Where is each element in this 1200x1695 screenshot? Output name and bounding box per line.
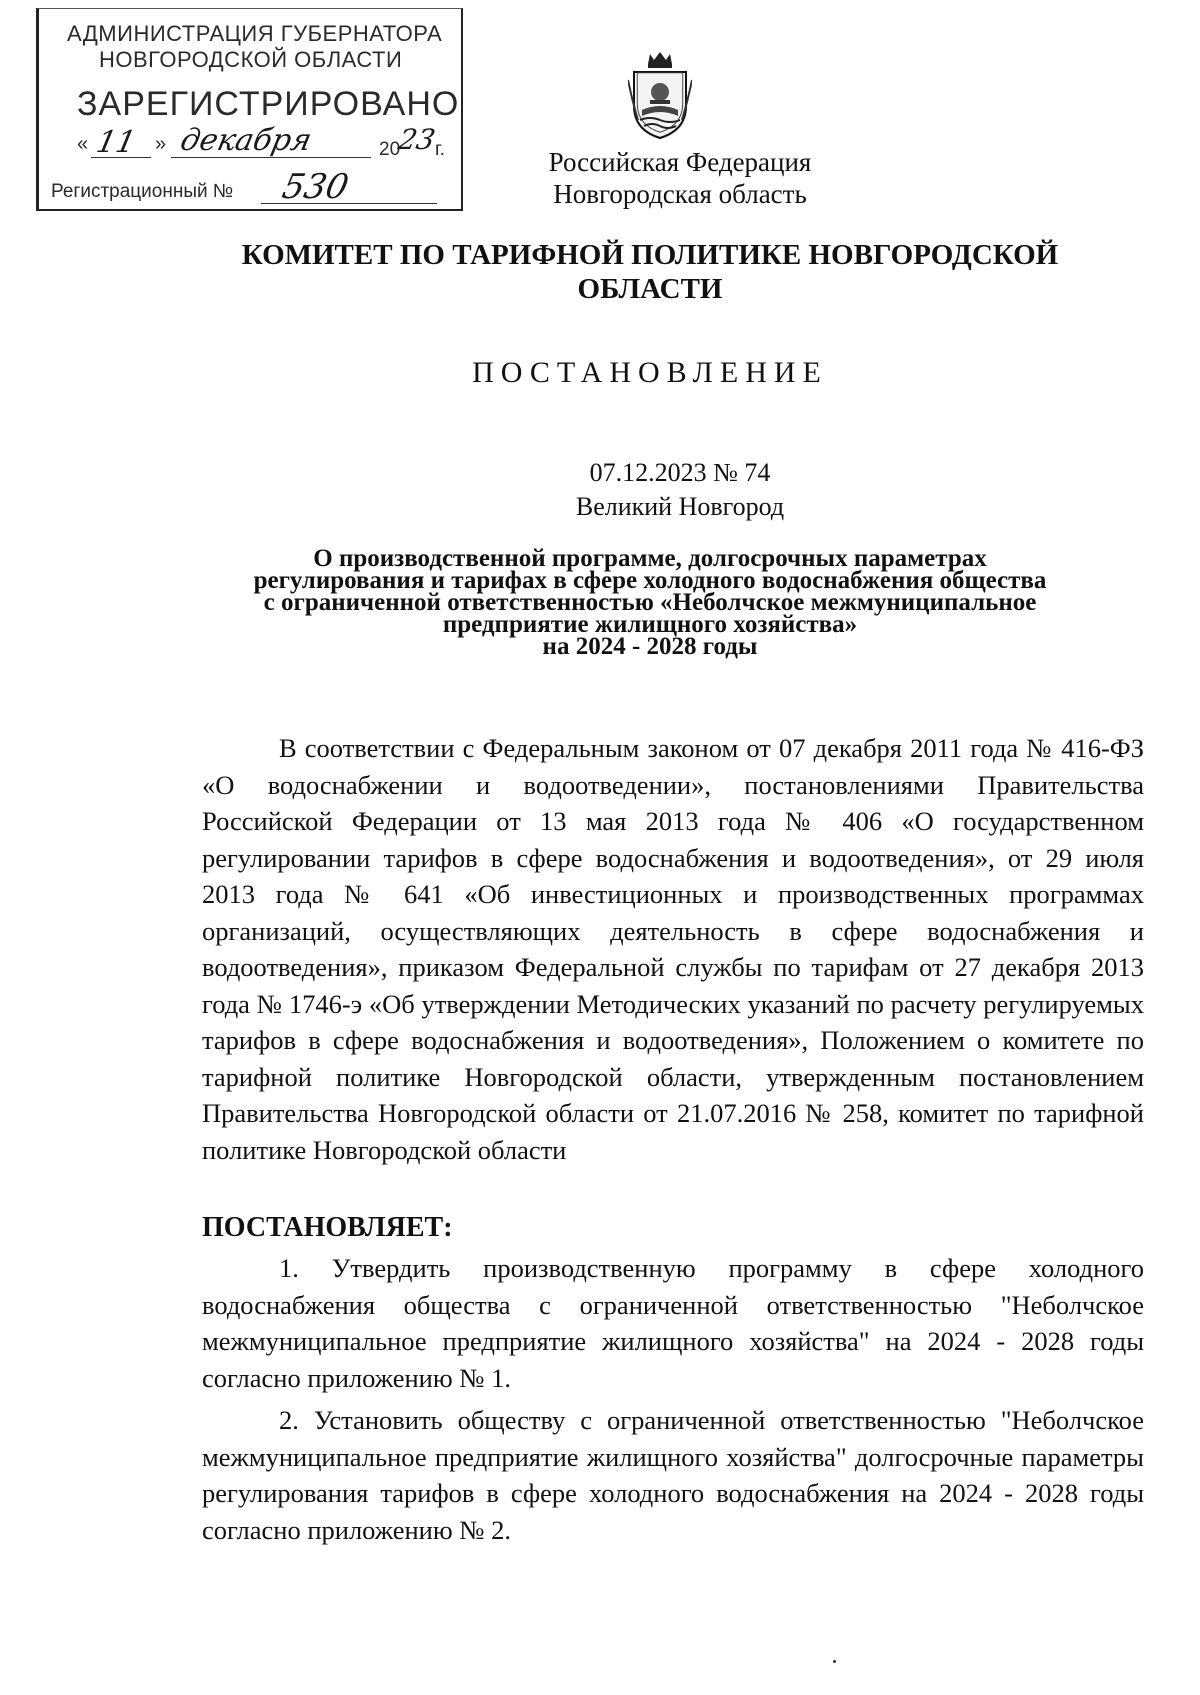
stamp-authority-line2: НОВГОРОДСКОЙ ОБЛАСТИ [99, 47, 403, 72]
region-name: Новгородская область [553, 179, 807, 209]
title-line-1: О производственной программе, долгосрочных параметрах [313, 545, 987, 572]
title-line-4: предприятие жилищного хозяйства» [442, 611, 858, 638]
item-2-paragraph: 2. Установить обществу с ограниченной ответственностью "Неболчское межмуниципальное предприятие жилищного хозяйства" долгосрочные параметры регулирования тарифов в сфере холодного водоснабжения на 2024 - 2028 годы согласно приложению № 2. [202, 1405, 1144, 1545]
stamp-month: декабря [177, 123, 315, 158]
document-type: ПОСТАНОВЛЕНИЕ [472, 356, 828, 389]
stamp-registration [51, 167, 353, 207]
stamp-quote-close: » [155, 133, 167, 155]
registration-stamp [36, 8, 463, 211]
item-1-paragraph: 1. Утвердить производственную программу в сфере холодного водоснабжения общества с ограниченной ответственностью "Неболчское межмуниципальное предприятие жилищного хозяйства" на 2024 - 2028 годы согласно приложению № 1. [202, 1253, 1144, 1393]
preamble-paragraph: В соответствии с Федеральным законом от 07 декабря 2011 года № 416-ФЗ «О водоснабжении и водоотведении», постановлениями Правительства Российской Федерации от 13 мая 2013 года № 406 «О государственном регулировании тарифов в сфере водоснабжения и водоотведения», от 29 июля 2013 года № 641 «Об инвестиционных и производственных программах организаций, осуществляющих деятельность в сфере водоснабжения и водоотведения», приказом Федеральной службы по тарифам от 27 декабря 2013 года № 1746-э «Об утверждении Методических указаний по расчету регулируемых тарифов в сфере водоснабжения и водоотведения», Положением о комитете по тарифной политике Новгородской области, утвержденным постановлением Правительства Новгородской области от 21.07.2016 № 258, комитет по тарифной политике Новгородской области [202, 733, 1144, 1165]
title-line-2: регулирования и тарифах в сфере холодного водоснабжения общества [253, 567, 1047, 594]
document-date-block [440, 456, 920, 524]
stamp-status: ЗАРЕГИСТРИРОВАНО [77, 85, 460, 123]
stamp-year-unit: г. [435, 139, 445, 160]
country-name: Российская Федерация [548, 147, 812, 177]
federation-header [440, 146, 920, 210]
stamp-reg-underline [261, 203, 437, 204]
title-line-5: на 2024 - 2028 годы [542, 633, 758, 660]
document-city: Великий Новгород [575, 492, 785, 521]
stamp-year-suffix: 23 [395, 123, 439, 156]
document-title [180, 545, 1120, 660]
title-line-3: с ограниченной ответственностью «Неболчское межмуниципальное [263, 589, 1037, 616]
stamp-quote-open: « [77, 133, 89, 155]
stamp-day-underline [91, 157, 151, 158]
scan-speck [833, 1660, 836, 1663]
stamp-reg-number: 530 [278, 167, 353, 207]
committee-name: КОМИТЕТ ПО ТАРИФНОЙ ПОЛИТИКЕ НОВГОРОДСКОЙ ОБЛАСТИ [241, 239, 1059, 305]
document-date-number: 07.12.2023 № 74 [589, 458, 771, 487]
stamp-authority-line1: АДМИНИСТРАЦИЯ ГУБЕРНАТОРА [67, 21, 443, 46]
stamp-date [63, 123, 445, 167]
stamp-month-underline [171, 157, 371, 158]
stamp-day: 11 [93, 125, 139, 160]
stamp-year-prefix: 20 [379, 139, 401, 160]
resolution-heading: ПОСТАНОВЛЯЕТ: [202, 1212, 453, 1243]
coat-of-arms-icon [628, 50, 692, 140]
stamp-reg-label: Регистрационный № [51, 181, 234, 202]
